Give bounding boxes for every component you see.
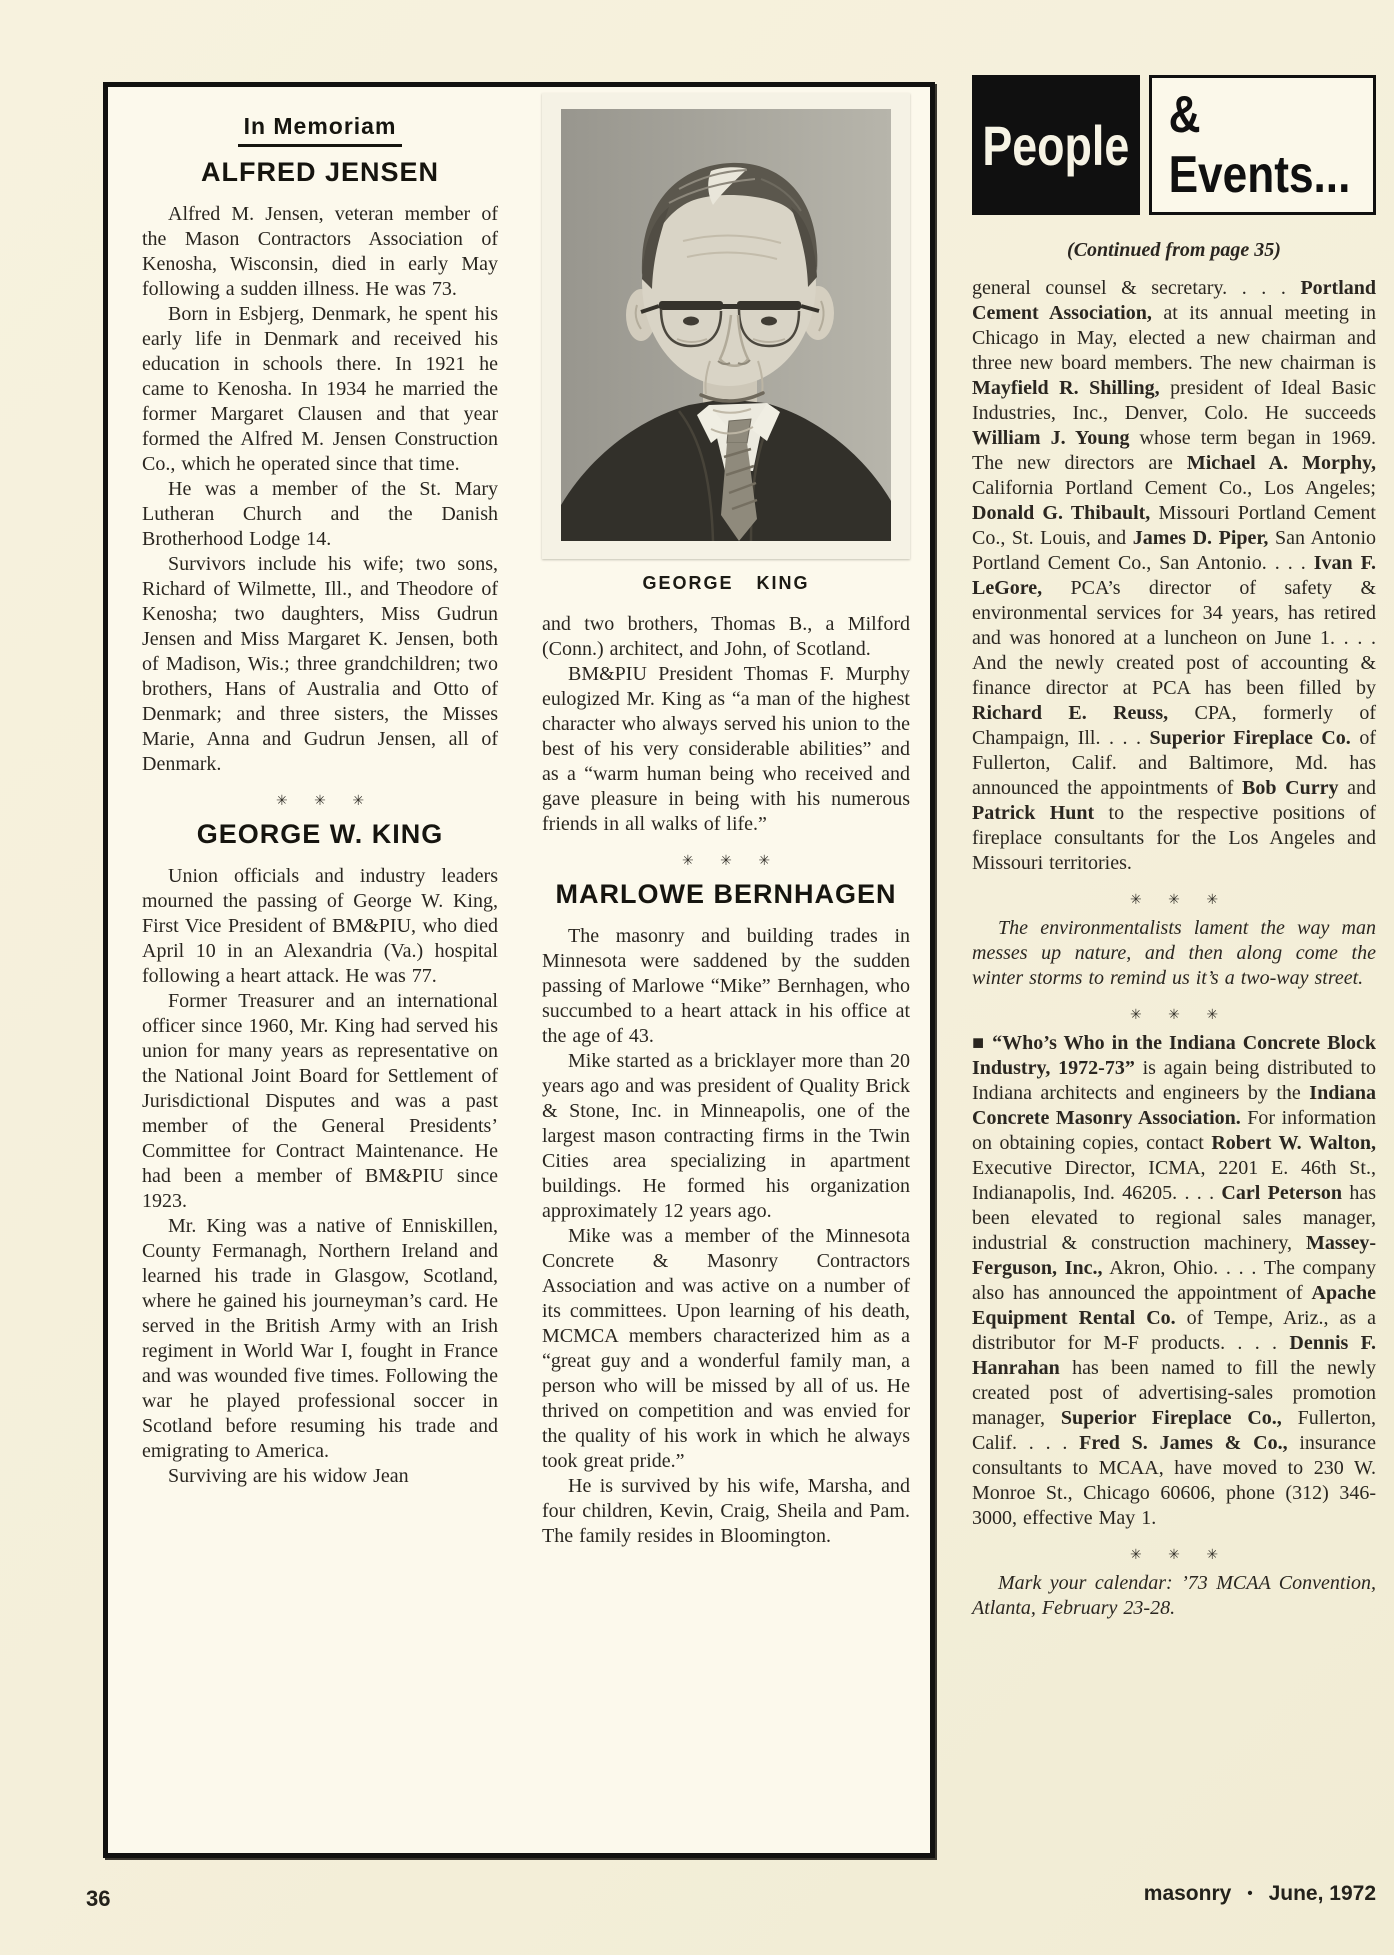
portrait-photo-frame xyxy=(542,93,910,559)
jensen-paragraph-2: Born in Esbjerg, Denmark, he spent his early life in Denmark and received his education in schools there. In 1921 he came to Kenosha. In 1934 he married the former Margaret Clausen and that year formed the Alfred M. Jensen Construction Co., which he operated since that time. xyxy=(142,303,498,475)
star-separator: ✳ ✳ ✳ xyxy=(1129,892,1219,908)
jensen-paragraph-1: Alfred M. Jensen, veteran member of the Mason Contractors Association of Kenosha, Wisconsin, died in early May following a sudden illness. He was 73. xyxy=(142,203,498,300)
jensen-paragraph-4: Survivors include his wife; two sons, Richard of Wilmette, Ill., and Theodore of Kenosha; two daughters, Miss Gudrun Jensen and Miss Margaret K. Jensen, both of Madison, Wis.; three grandchildren; two brothers, Hans of Australia and Otto of Denmark; and three sisters, the Misses Marie, Anna and Gudrun Jensen, all of Denmark. xyxy=(142,553,498,775)
star-separator: ✳ ✳ ✳ xyxy=(681,853,771,869)
people-title-box xyxy=(972,75,1140,215)
bernhagen-paragraph-4: He is survived by his wife, Marsha, and four children, Kevin, Craig, Sheila and Pam. The family resides in Bloomington. xyxy=(542,1475,910,1547)
footer-magazine-name: masonry xyxy=(1143,1882,1232,1905)
king-continuation-1: and two brothers, Thomas B., a Milford (Conn.) architect, and John, of Scotland. xyxy=(542,613,910,660)
footer-bullet: • xyxy=(1247,1885,1253,1902)
continued-note: (Continued from page 35) xyxy=(1067,239,1281,261)
events-title-box xyxy=(1149,75,1376,215)
jensen-paragraph-3: He was a member of the St. Mary Lutheran Church and the Danish Brotherhood Lodge 14. xyxy=(142,478,498,550)
bernhagen-paragraph-3: Mike was a member of the Minnesota Concrete & Masonry Contractors Association and was active on a number of its committees. Upon learning of his death, MCMCA members characterized him as a “great guy and a wonderful family man, a person who will be missed by all of us. He thrived on competition and was envied for the quality of his work in which he always took great pride.” xyxy=(542,1225,910,1472)
bernhagen-paragraph-2: Mike started as a bricklayer more than 20 years ago and was president of Quality Brick & Stone, Inc. in Minneapolis, one of the largest mason contracting firms in the Twin Cities area specializing in apartment buildings. He formed his organization approximately 12 years ago. xyxy=(542,1050,910,1222)
king-continuation-2: BM&PIU President Thomas F. Murphy eulogized Mr. King as “a man of the highest character who always served his union to the best of his very considerable abilities” and as a “warm human being who received and gave pleasure in being with his numerous friends in all walks of life.” xyxy=(542,663,910,835)
footer-page-number: 36 xyxy=(86,1886,111,1911)
people-events-header xyxy=(972,75,1376,215)
footer-issue-date: June, 1972 xyxy=(1268,1882,1376,1905)
king-paragraph-1: Union officials and industry leaders mourned the passing of George W. King, First Vice President of BM&PIU, who died April 10 in an Alexandria (Va.) hospital following a heart attack. He was 77. xyxy=(142,865,498,987)
news-paragraph-1: general counsel & secretary. . . . Portland Cement Association, at its annual meeting in Chicago in May, elected a new chairman and three new board members. The new chairman is Mayfield R. Shilling, president of Ideal Basic Industries, Inc., Denver, Colo. He succeeds William J. Young whose term began in 1969. The new directors are Michael A. Morphy, California Portland Cement Co., Los Angeles; Donald G. Thibault, Missouri Portland Cement Co., St. Louis, and James D. Piper, San Antonio Portland Cement Co., San Antonio. . . . Ivan F. LeGore, PCA’s director of safety & environmental services for 34 years, has retired and was honored at a luncheon on June 1. . . . And the newly created post of accounting & finance director at PCA has been filled by Richard E. Reuss, CPA, formerly of Champaign, Ill. . . . Superior Fireplace Co. of Fullerton, Calif. and Baltimore, Md. has announced the appointments of Bob Curry and Patrick Hunt to the respective positions of fireplace consultants for the Los Angeles and Missouri territories. xyxy=(972,277,1377,874)
star-separator: ✳ ✳ ✳ xyxy=(1129,1007,1219,1023)
editorial-note-1: The environmentalists lament the way man messes up nature, and then along come the winter storms to remind us it’s a two-way street. xyxy=(972,917,1376,989)
obituary-title-marlowe-bernhagen: MARLOWE BERNHAGEN xyxy=(555,879,897,909)
footer-magazine-line xyxy=(972,1882,1376,1906)
editorial-note-2: Mark your calendar: ’73 MCAA Convention, Atlanta, February 23-28. xyxy=(972,1572,1376,1619)
news-paragraph-2: ■ “Who’s Who in the Indiana Concrete Block Industry, 1972-73” is again being distributed to Indiana architects and engineers by the Indiana Concrete Masonry Association. For information on obtaining copies, contact Robert W. Walton, Executive Director, ICMA, 2201 E. 46th St., Indianapolis, Ind. 46205. . . . Carl Peterson has been elevated to regional sales manager, industrial & construction machinery, Massey-Ferguson, Inc., Akron, Ohio. . . . The company also has announced the appointment of Apache Equipment Rental Co. of Tempe, Ariz., as a distributor for M-F products. . . . Dennis F. Hanrahan has been named to fill the newly created post of advertising-sales promotion manager, Superior Fireplace Co., Fullerton, Calif. . . . Fred S. James & Co., insurance consultants to MCAA, have moved to 230 W. Monroe St., Chicago 60606, phone (312) 346-3000, effective May 1. xyxy=(972,1032,1377,1529)
king-paragraph-4: Surviving are his widow Jean xyxy=(168,1465,409,1487)
obituary-column-middle xyxy=(542,93,910,1549)
george-king-portrait-photo xyxy=(561,109,891,541)
events-title: & Events... xyxy=(1168,86,1351,204)
section-label-in-memoriam xyxy=(142,113,498,147)
photo-caption: GEORGE KING xyxy=(642,573,810,593)
people-events-column xyxy=(972,75,1376,1621)
people-title: People xyxy=(982,113,1130,177)
obituary-title-alfred-jensen: ALFRED JENSEN xyxy=(200,157,440,187)
bernhagen-paragraph-1: The masonry and building trades in Minnesota were saddened by the sudden passing of Marlowe “Mike” Bernhagen, who succumbed to a heart attack in his office at the age of 43. xyxy=(542,925,910,1047)
star-separator: ✳ ✳ ✳ xyxy=(275,793,365,809)
obituary-column-left xyxy=(142,109,498,1489)
king-paragraph-2: Former Treasurer and an international officer since 1960, Mr. King had served his union for many years as representative on the National Joint Board for Settlement of Jurisdictional Disputes and was a past member of the General Presidents’ Committee for Contract Maintenance. He had been a member of BM&PIU since 1923. xyxy=(142,990,498,1212)
king-paragraph-3: Mr. King was a native of Enniskillen, County Fermanagh, Northern Ireland and learned his trade in Glasgow, Scotland, where he gained his journeyman’s card. He served in the British Army with an Irish regiment in World War I, fought in France and was wounded five times. Following the war he played professional soccer in Scotland before resuming his trade and emigrating to America. xyxy=(142,1215,498,1462)
in-memoriam-box xyxy=(103,82,935,1858)
in-memoriam-label: In Memoriam xyxy=(238,113,403,147)
star-separator: ✳ ✳ ✳ xyxy=(1129,1547,1219,1563)
obituary-title-george-king: GEORGE W. KING xyxy=(196,819,444,849)
